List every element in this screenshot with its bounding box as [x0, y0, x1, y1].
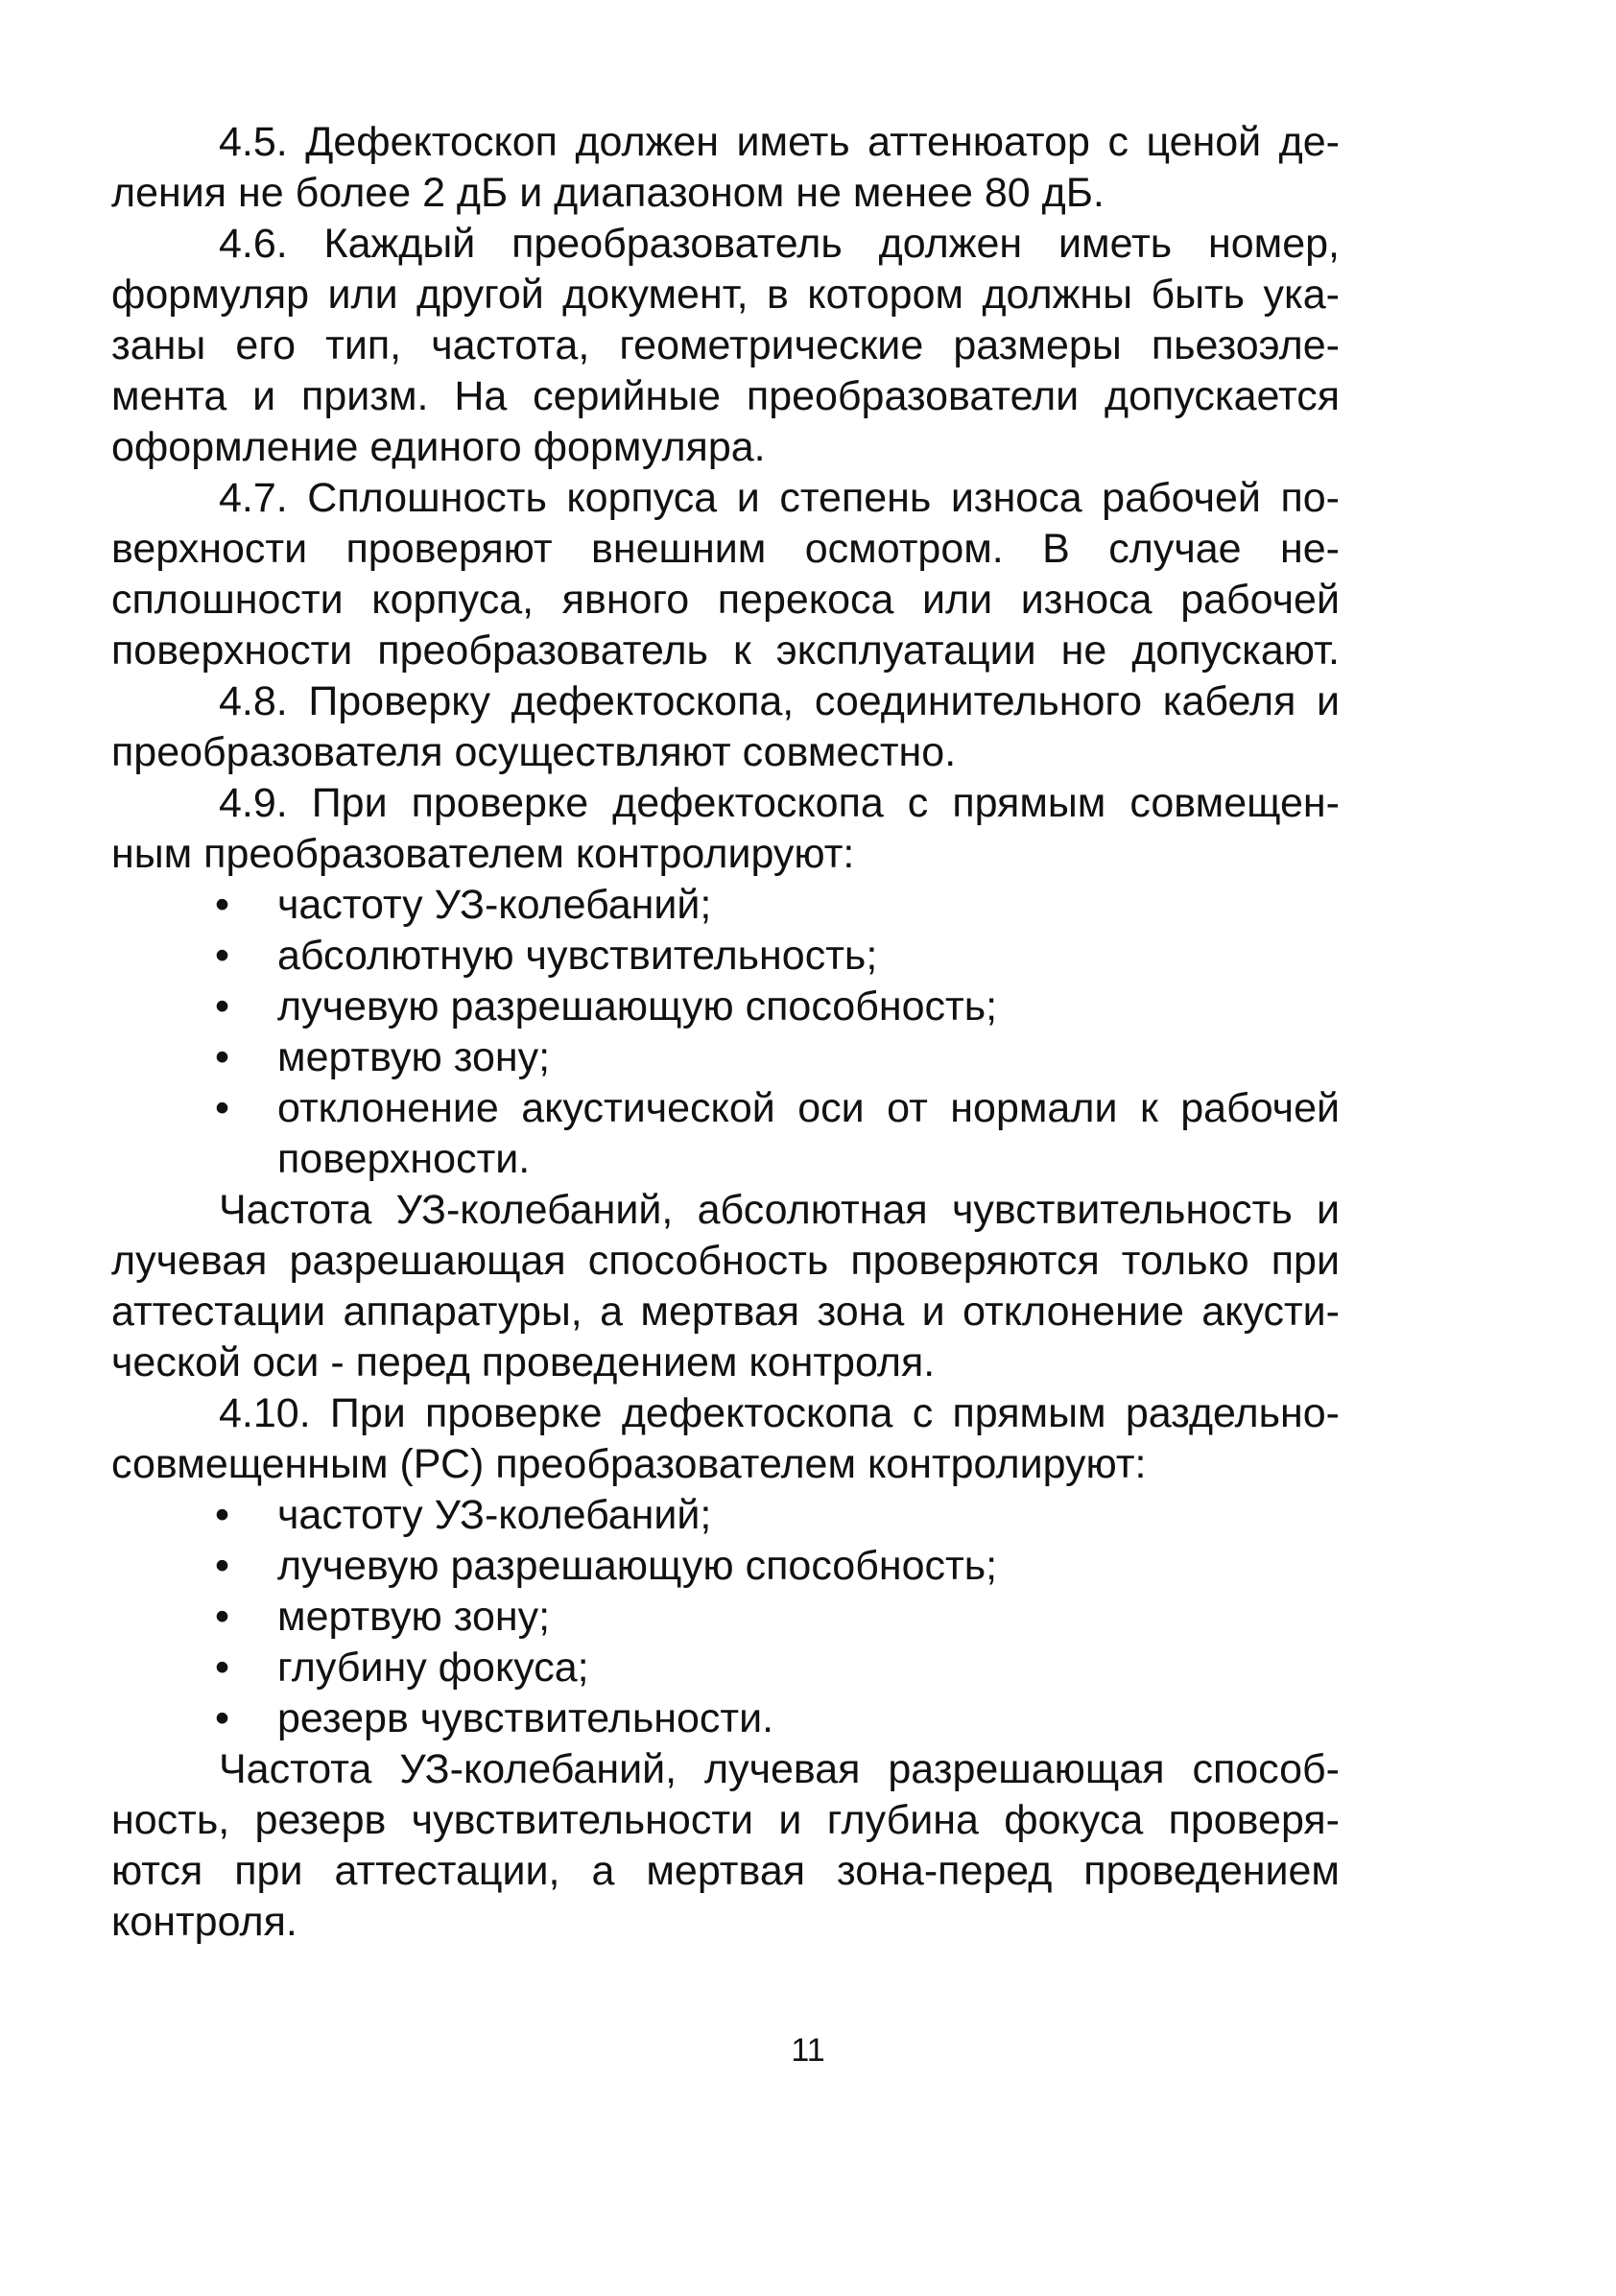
line-text: 4.5. Дефектоскоп должен иметь аттенюатор с ценой де-	[219, 119, 1340, 165]
bullet-icon: •	[215, 983, 230, 1030]
line-text: лучевую разрешающую способность;	[277, 983, 998, 1030]
line-text: 4.7. Сплошность корпуса и степень износа рабочей по-	[219, 475, 1340, 521]
line-text: ления не более 2 дБ и диапазоном не менее 80 дБ.	[111, 170, 1105, 216]
line-text: ются при аттестации, а мертвая зона-перед проведением	[111, 1848, 1340, 1894]
text-line	[111, 1388, 1340, 1439]
text-line	[111, 371, 1340, 422]
line-text: ческой оси - перед проведением контроля.	[111, 1339, 936, 1385]
bullet-icon: •	[215, 1645, 230, 1691]
text-line	[111, 270, 1340, 320]
text-line	[111, 1134, 1340, 1185]
text-line	[111, 320, 1340, 371]
bullet-item	[111, 1083, 1340, 1134]
bullet-icon: •	[215, 882, 230, 928]
line-text: ным преобразователем контролируют:	[111, 831, 855, 877]
line-text: глубину фокуса;	[277, 1645, 589, 1691]
line-text: отклонение акустической оси от нормали к рабочей	[277, 1085, 1340, 1131]
text-line	[111, 727, 1340, 778]
text-line	[111, 422, 1340, 473]
text-line	[111, 1897, 1340, 1948]
line-text: резерв чувствительности.	[277, 1695, 774, 1741]
line-text: ность, резерв чувствительности и глубина фокуса проверя-	[111, 1797, 1340, 1843]
line-text: Частота УЗ-колебаний, лучевая разрешающая способ-	[219, 1746, 1340, 1792]
line-text: преобразователя осуществляют совместно.	[111, 729, 957, 775]
line-text: формуляр или другой документ, в котором должны быть ука-	[111, 272, 1340, 318]
bullet-icon: •	[215, 1085, 230, 1131]
line-text: 4.10. При проверке дефектоскопа с прямым раздельно-	[219, 1390, 1340, 1436]
line-text: лучевая разрешающая способность проверяются только при	[111, 1238, 1340, 1284]
body-text	[111, 117, 1340, 1948]
bullet-item	[111, 1693, 1340, 1744]
line-text: мента и призм. На серийные преобразователи допускается	[111, 373, 1340, 419]
text-line	[111, 1236, 1340, 1287]
line-text: заны его тип, частота, геометрические размеры пьезоэле-	[111, 322, 1340, 368]
bullet-item	[111, 1490, 1340, 1541]
line-text: верхности проверяют внешним осмотром. В случае не-	[111, 526, 1340, 572]
text-line	[111, 1337, 1340, 1388]
text-line	[111, 778, 1340, 829]
text-line	[111, 117, 1340, 168]
line-text: совмещенным (РС) преобразователем контролируют:	[111, 1441, 1147, 1487]
bullet-item	[111, 880, 1340, 931]
line-text: частоту УЗ-колебаний;	[277, 1492, 712, 1538]
text-line	[111, 575, 1340, 626]
line-text: контроля.	[111, 1899, 297, 1945]
text-line	[111, 1287, 1340, 1337]
bullet-icon: •	[215, 933, 230, 979]
line-text: абсолютную чувствительность;	[277, 933, 878, 979]
line-text: мертвую зону;	[277, 1594, 551, 1640]
line-text: лучевую разрешающую способность;	[277, 1543, 998, 1589]
text-line	[111, 1846, 1340, 1897]
line-text: 4.6. Каждый преобразователь должен иметь номер,	[219, 221, 1340, 267]
text-line	[111, 473, 1340, 524]
text-line	[111, 524, 1340, 575]
bullet-item	[111, 1592, 1340, 1643]
text-line	[111, 168, 1340, 219]
bullet-item	[111, 1032, 1340, 1083]
text-line	[111, 1185, 1340, 1236]
bullet-icon: •	[215, 1543, 230, 1589]
bullet-icon: •	[215, 1594, 230, 1640]
line-text: поверхности.	[277, 1136, 531, 1182]
line-text: Частота УЗ-колебаний, абсолютная чувствительность и	[219, 1187, 1340, 1233]
text-line	[111, 626, 1340, 676]
bullet-icon: •	[215, 1695, 230, 1741]
text-line	[111, 1795, 1340, 1846]
bullet-icon: •	[215, 1492, 230, 1538]
bullet-item	[111, 1643, 1340, 1693]
line-text: 4.8. Проверку дефектоскопа, соединительного кабеля и	[219, 678, 1340, 724]
text-line	[111, 829, 1340, 880]
text-line	[111, 219, 1340, 270]
page-number: 11	[791, 2032, 825, 2069]
line-text: мертвую зону;	[277, 1034, 551, 1080]
bullet-item	[111, 1541, 1340, 1592]
line-text: 4.9. При проверке дефектоскопа с прямым совмещен-	[219, 780, 1340, 826]
text-line	[111, 676, 1340, 727]
text-line	[111, 1439, 1340, 1490]
bullet-item	[111, 931, 1340, 982]
line-text: сплошности корпуса, явного перекоса или износа рабочей	[111, 577, 1340, 623]
line-text: поверхности преобразователь к эксплуатации не допускают.	[111, 627, 1340, 674]
text-line	[111, 1744, 1340, 1795]
bullet-icon: •	[215, 1034, 230, 1080]
line-text: аттестации аппаратуры, а мертвая зона и отклонение акусти-	[111, 1289, 1340, 1335]
line-text: частоту УЗ-колебаний;	[277, 882, 712, 928]
line-text: оформление единого формуляра.	[111, 424, 766, 470]
bullet-item	[111, 982, 1340, 1032]
